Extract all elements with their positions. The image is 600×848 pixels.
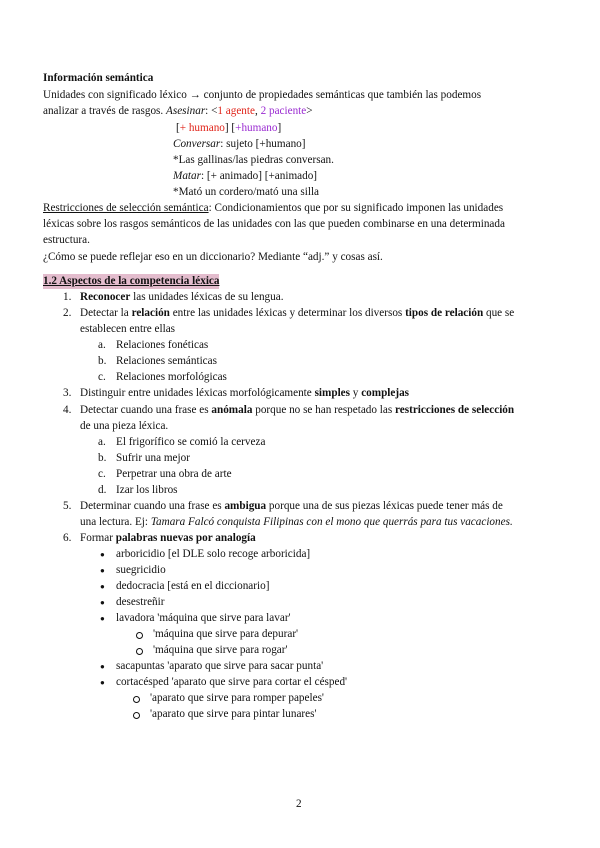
sub-marker: a. bbox=[98, 339, 106, 351]
list-number: 5. bbox=[63, 500, 72, 512]
example-matar: *Mató un cordero/mató una silla bbox=[173, 186, 320, 198]
sub-item: El frigorífico se comió la cerveza bbox=[116, 436, 266, 448]
intro-line-1: Unidades con significado léxico → conjunto de propiedades semánticas que también las podemos bbox=[43, 89, 482, 101]
restrictions-def-1: Restricciones de selección semántica: Condicionamientos que por su significado imponen las unidades bbox=[43, 202, 504, 214]
section-heading-semantica: Información semántica bbox=[43, 72, 154, 84]
conversar-line: Conversar: sujeto [+humano] bbox=[173, 138, 306, 150]
bullet-dot: ● bbox=[100, 614, 105, 623]
bullet-item: sacapuntas 'aparato que sirve para sacar punta' bbox=[116, 660, 324, 672]
list-number: 1. bbox=[63, 291, 72, 303]
restrictions-def-2: léxicas sobre los rasgos semánticos de las unidades con las que pueden combinarse en una determinada bbox=[43, 218, 505, 230]
sub-marker: a. bbox=[98, 436, 106, 448]
bullet-item: desestreñir bbox=[116, 596, 165, 608]
circle-bullet bbox=[133, 712, 140, 719]
section-title-competencia: 1.2 Aspectos de la competencia léxica bbox=[43, 275, 220, 287]
bullet-item: arboricidio [el DLE solo recoge arboricida] bbox=[116, 548, 311, 560]
list-number: 3. bbox=[63, 387, 72, 399]
circle-bullet bbox=[133, 696, 140, 703]
example-conversar: *Las gallinas/las piedras conversan. bbox=[173, 154, 334, 166]
sub-item: Relaciones semánticas bbox=[116, 355, 217, 367]
sub-item: Izar los libros bbox=[116, 484, 178, 496]
sub-bullet-item: 'máquina que sirve para depurar' bbox=[153, 628, 299, 640]
list-item-4: Detectar cuando una frase es anómala porque no se han respetado las restricciones de selección bbox=[80, 404, 515, 416]
bullet-dot: ● bbox=[100, 582, 105, 591]
sub-marker: b. bbox=[98, 452, 107, 464]
bullet-dot: ● bbox=[100, 678, 105, 687]
bullet-item: lavadora 'máquina que sirve para lavar' bbox=[116, 612, 291, 624]
intro-line-2: analizar a través de rasgos. Asesinar: <1 agente, 2 paciente> bbox=[43, 105, 313, 117]
sub-marker: d. bbox=[98, 484, 107, 496]
list-number: 4. bbox=[63, 404, 72, 416]
bullet-item: dedocracia [está en el diccionario] bbox=[116, 580, 270, 592]
asesinar-features: [+ humano] [+humano] bbox=[176, 122, 282, 134]
sub-marker: c. bbox=[98, 371, 106, 383]
list-item-2: Detectar la relación entre las unidades léxicas y determinar los diversos tipos de relación que se bbox=[80, 307, 515, 319]
list-item-2-cont: establecen entre ellas bbox=[80, 323, 176, 335]
restrictions-def-3: estructura. bbox=[43, 234, 90, 246]
matar-line: Matar: [+ animado] [+animado] bbox=[173, 170, 318, 182]
bullet-dot: ● bbox=[100, 662, 105, 671]
list-item-6: Formar palabras nuevas por analogía bbox=[80, 532, 256, 544]
circle-bullet bbox=[136, 648, 143, 655]
sub-marker: c. bbox=[98, 468, 106, 480]
sub-item: Relaciones fonéticas bbox=[116, 339, 209, 351]
sub-item: Sufrir una mejor bbox=[116, 452, 190, 464]
bullet-item: suegricidio bbox=[116, 564, 166, 576]
page-number: 2 bbox=[296, 798, 302, 810]
list-number: 2. bbox=[63, 307, 72, 319]
list-item-5-cont: una lectura. Ej: Tamara Falcó conquista Filipinas con el mono que querrás para tus vacaciones. bbox=[80, 516, 513, 528]
dictionary-question: ¿Cómo se puede reflejar eso en un diccionario? Mediante “adj.” y cosas así. bbox=[43, 251, 383, 263]
sub-bullet-item: 'máquina que sirve para rogar' bbox=[153, 644, 288, 656]
bullet-item: cortacésped 'aparato que sirve para cortar el césped' bbox=[116, 676, 348, 688]
sub-item: Perpetrar una obra de arte bbox=[116, 468, 232, 480]
sub-bullet-item: 'aparato que sirve para pintar lunares' bbox=[150, 708, 317, 720]
sub-bullet-item: 'aparato que sirve para romper papeles' bbox=[150, 692, 324, 704]
list-item-5: Determinar cuando una frase es ambigua porque una de sus piezas léxicas puede tener más de bbox=[80, 500, 503, 512]
circle-bullet bbox=[136, 632, 143, 639]
bullet-dot: ● bbox=[100, 566, 105, 575]
bullet-dot: ● bbox=[100, 598, 105, 607]
bullet-dot: ● bbox=[100, 550, 105, 559]
list-item-1: Reconocer las unidades léxicas de su lengua. bbox=[80, 291, 284, 303]
sub-marker: b. bbox=[98, 355, 107, 367]
list-number: 6. bbox=[63, 532, 72, 544]
list-item-4-cont: de una pieza léxica. bbox=[80, 420, 169, 432]
sub-item: Relaciones morfológicas bbox=[116, 371, 227, 383]
list-item-3: Distinguir entre unidades léxicas morfológicamente simples y complejas bbox=[80, 387, 410, 399]
